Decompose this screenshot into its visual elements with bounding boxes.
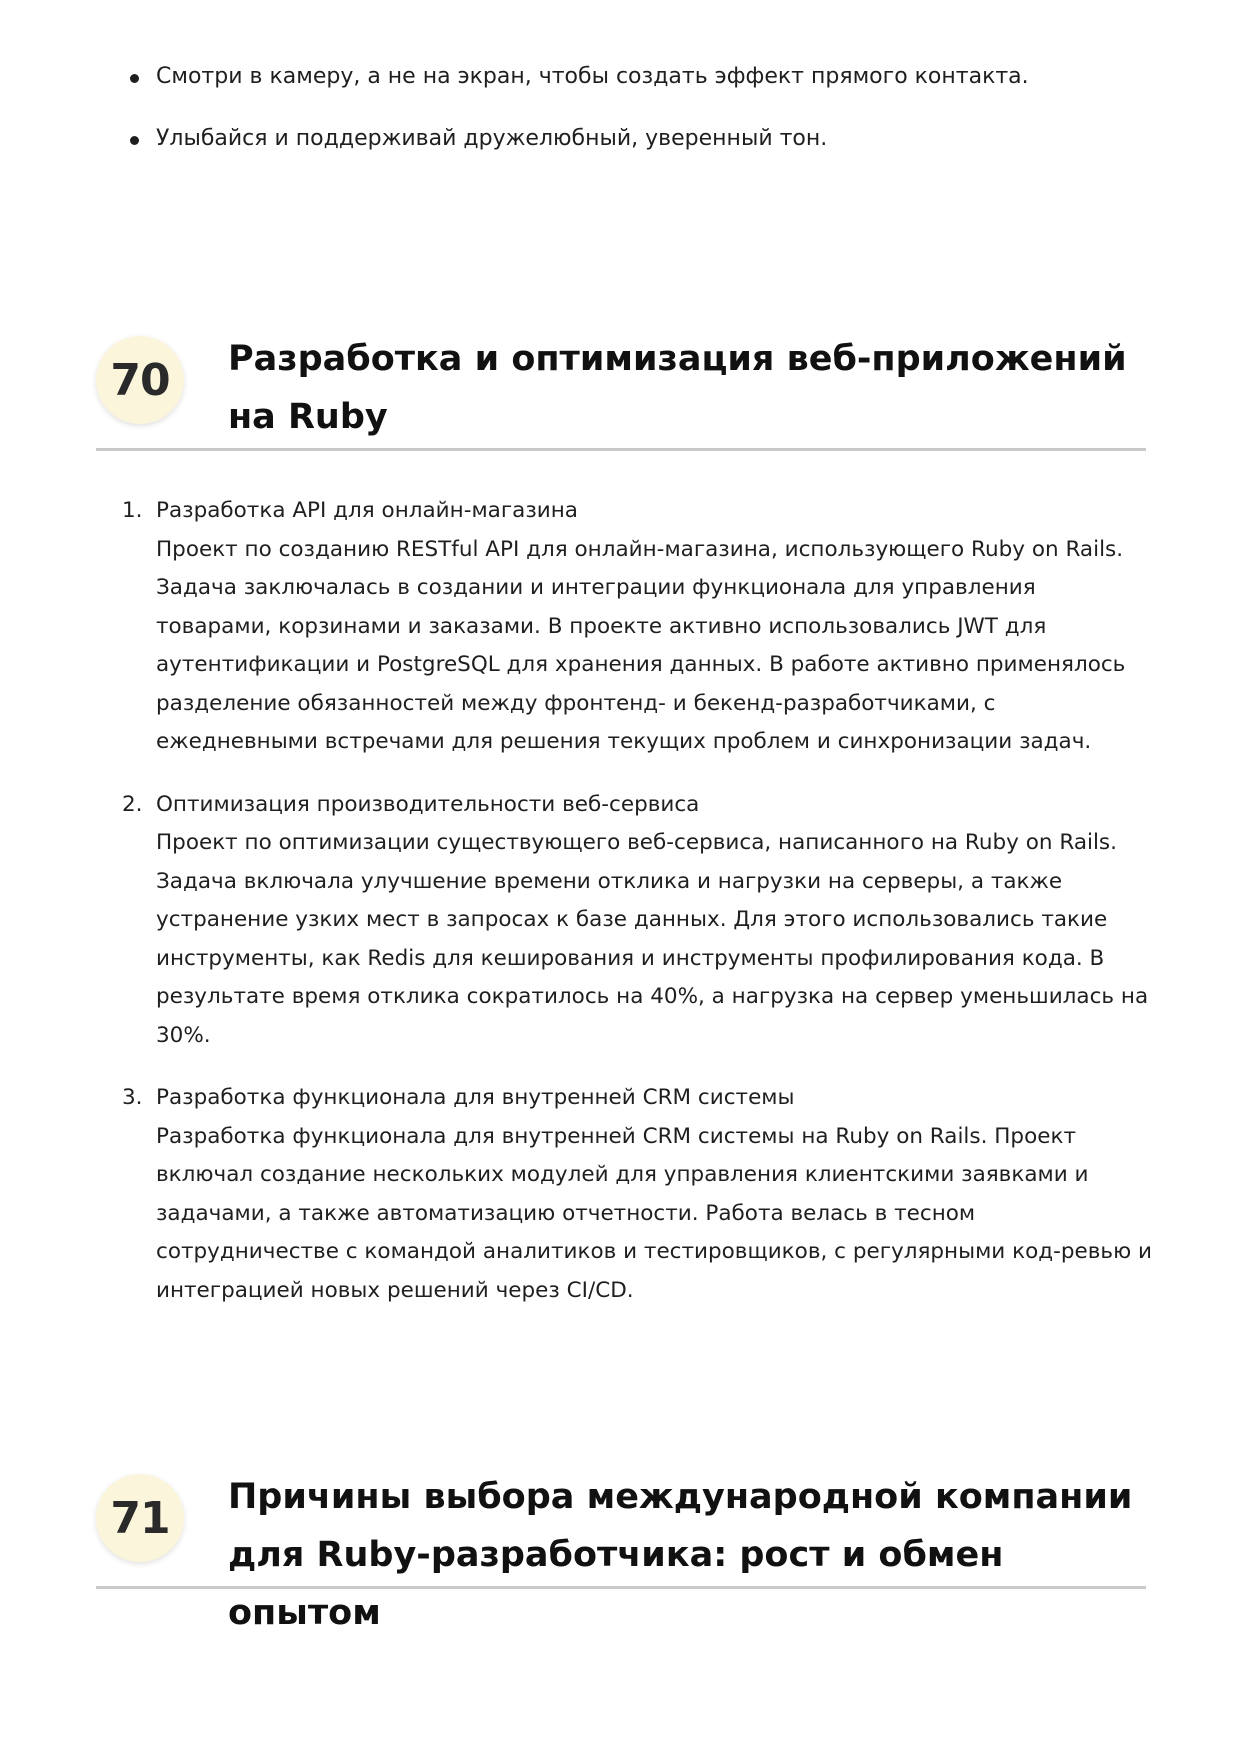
list-item xyxy=(122,786,1152,1056)
list-item: Улыбайся и поддерживай дружелюбный, уверенный тон. xyxy=(122,120,1132,158)
item-number: 2. xyxy=(122,791,143,817)
section-number-badge: 71 xyxy=(96,1474,184,1562)
section-divider xyxy=(96,1586,1146,1589)
item-number: 1. xyxy=(122,498,143,523)
project-description: Разработка функционала для внутренней CRM системы на Ruby on Rails. Проект включал создание нескольких модулей для управления клиентскими заявками и задачами, а также автоматизацию отчетности. Работа велась в тесном сотрудничестве с командой аналитиков и тестировщиков, с регулярными код-ревью и интеграцией новых решений через CI/CD. xyxy=(156,1123,1152,1303)
item-number: 3. xyxy=(122,1085,143,1110)
project-description: Проект по созданию RESTful API для онлайн-магазина, использующего Ruby on Rails. Задача заключалась в создании и интеграции функционала для управления товарами, корзинами и заказами. В проекте активно использовались JWT для аутентификации и PostgreSQL для хранения данных. В работе активно применялось разделение обязанностей между фронтенд- и бекенд-разработчиками, с ежедневными встречами для решения текущих проблем и синхронизации задач. xyxy=(156,536,1126,754)
section-title: Причины выбора международной компании для Ruby-разработчика: рост и обмен опытом xyxy=(228,1477,1133,1633)
project-title: Разработка функционала для внутренней CRM системы xyxy=(156,1085,795,1110)
list-item: Смотри в камеру, а не на экран, чтобы создать эффект прямого контакта. xyxy=(122,58,1132,96)
section-title: Разработка и оптимизация веб-приложений на Ruby xyxy=(228,339,1127,437)
list-item xyxy=(122,1079,1152,1310)
list-item xyxy=(122,492,1152,762)
project-title: Разработка API для онлайн-магазина xyxy=(156,498,578,523)
project-description: Проект по оптимизации существующего веб-сервиса, написанного на Ruby on Rails. Задача включала улучшение времени отклика и нагрузки на серверы, а также устранение узких мест в запросах к базе данных. Для этого использовались такие инструменты, как Redis для кеширования и инструменты профилирования кода. В результате время отклика сократилось на 40%, а нагрузка на сервер уменьшилась на 30%. xyxy=(156,830,1149,1048)
project-title: Оптимизация производительности веб-сервиса xyxy=(156,791,700,817)
tips-bullet-list xyxy=(122,58,1132,182)
section-number-badge: 70 xyxy=(96,336,184,424)
section-divider xyxy=(96,448,1146,451)
projects-list xyxy=(122,492,1152,1334)
